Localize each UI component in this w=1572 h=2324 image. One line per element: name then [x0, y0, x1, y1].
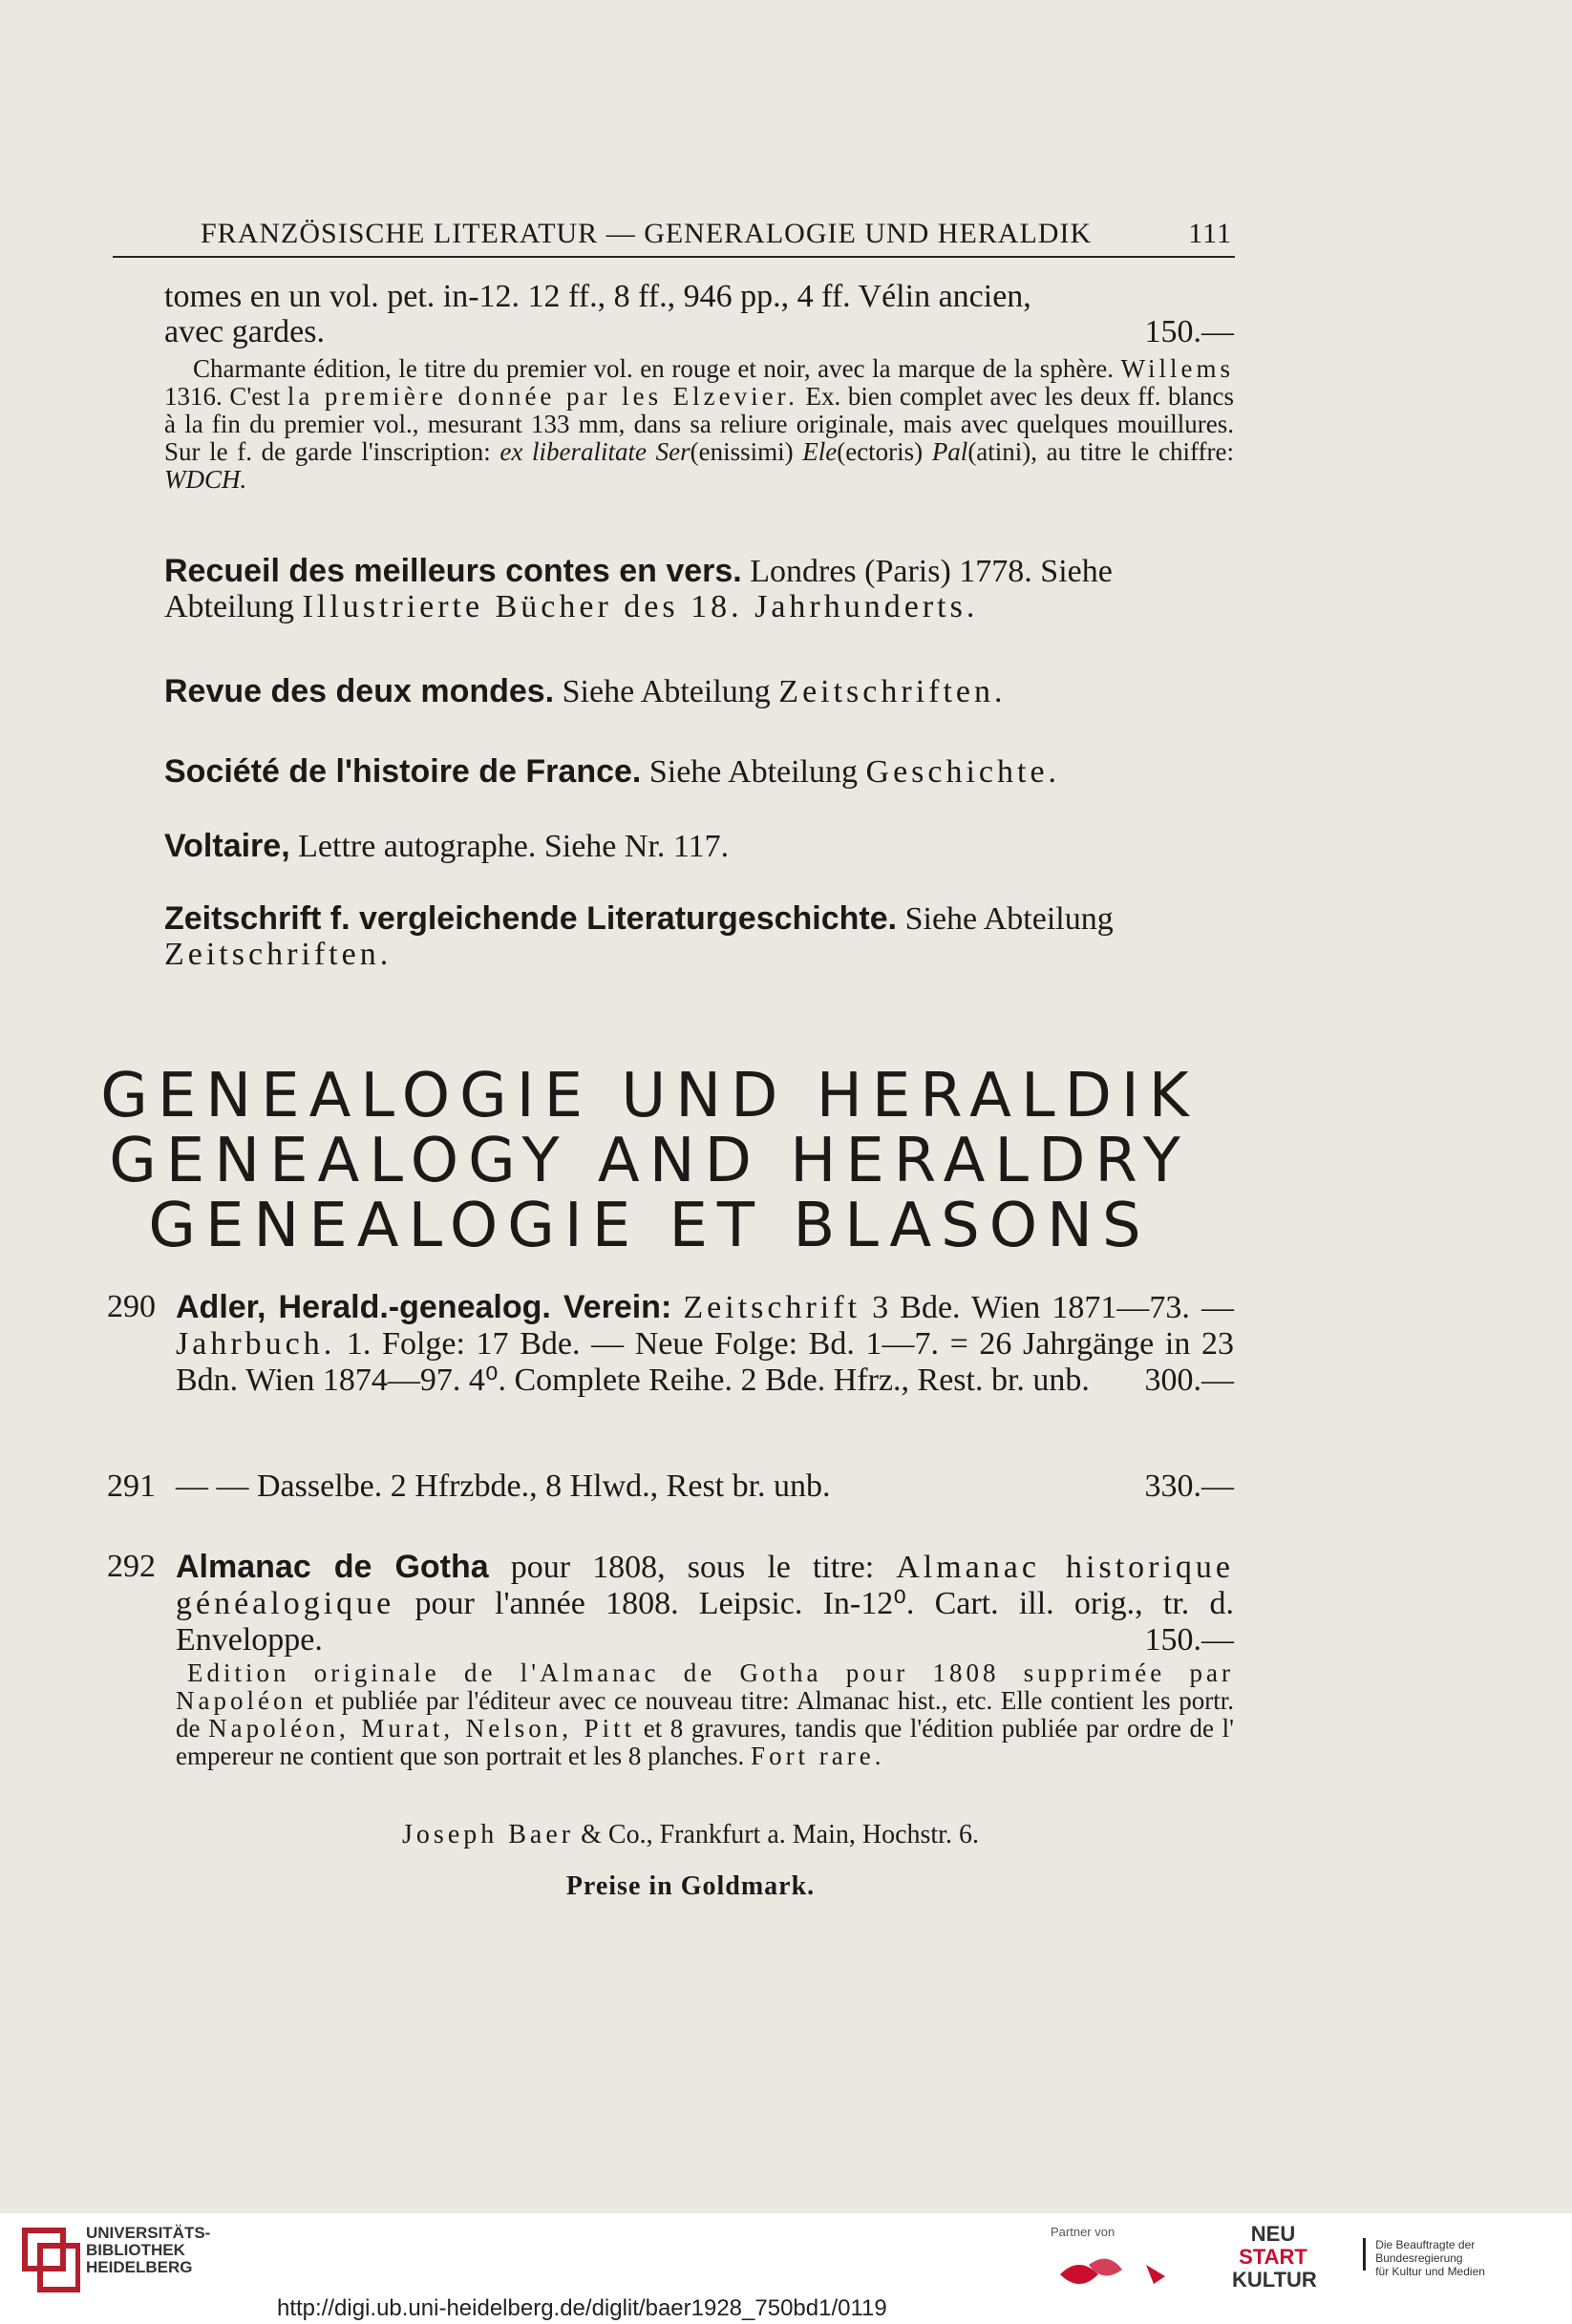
- continued-entry: [164, 279, 1234, 349]
- federal-eagle-icon: [1347, 2238, 1366, 2271]
- permalink-url[interactable]: http://digi.ub.uni-heidelberg.de/diglit/baer1928_750bd1/0119: [277, 2295, 887, 2321]
- note-spaced: Napoléon, Murat, Nelson, Pitt: [208, 1714, 636, 1743]
- section-title: GENEALOGIE ET BLASONS: [148, 1191, 1151, 1261]
- entry-number: 290: [107, 1289, 156, 1324]
- ref-entry: [164, 754, 1234, 790]
- entry-number: 291: [107, 1468, 156, 1504]
- entry-text: — — Dasselbe. 2 Hfrzbde., 8 Hlwd., Rest br. unb.: [176, 1468, 831, 1504]
- ref-text: Siehe Abteilung: [562, 674, 771, 709]
- publisher-address: & Co., Frankfurt a. Main, Hochstr. 6.: [581, 1820, 979, 1849]
- running-header: [201, 218, 1232, 250]
- note-spaced: Edition originale de l'Almanac de Gotha pour 1808 supprimée par Napoléon: [176, 1658, 1234, 1715]
- entry-spaced: Almanac historique généalogique: [176, 1550, 1235, 1621]
- entry-text: pour l'année 1808. Leipsic. In-12⁰. Cart. ill. orig., tr. d. Enveloppe.: [176, 1586, 1234, 1658]
- ref-title: Zeitschrift f. vergleichende Literaturgeschichte.: [164, 900, 898, 937]
- entry-note: [164, 355, 1234, 494]
- ref-entry: [164, 554, 1234, 624]
- entry-text: avec gardes.: [164, 314, 326, 349]
- note-text: Ex. bien complet avec les deux ff. blancs à la fin du premier vol., mesurant 133 mm, dans sa reliure originale, mais avec quelques mouillures. Sur le f. de garde l'inscription:: [164, 382, 1235, 466]
- ref-spaced: Zeitschriften.: [778, 674, 1007, 709]
- ref-text: Siehe Abteilung: [904, 901, 1114, 937]
- library-name: [86, 2225, 210, 2276]
- note-text: (ectoris): [837, 437, 924, 466]
- header-rule: [113, 256, 1235, 258]
- note-text: et 8 gravures, tandis que l'édition publiée par ordre de l' empereur ne contient que son portrait et les 8 planches.: [176, 1714, 1235, 1770]
- bkm-logo[interactable]: [1337, 2223, 1557, 2309]
- ref-entry: [164, 829, 1234, 864]
- ref-title: Voltaire,: [164, 828, 290, 864]
- ref-text: Londres (Paris) 1778. Siehe Abteilung: [164, 554, 1113, 624]
- entry-text: pour 1808, sous le titre:: [510, 1550, 875, 1585]
- entry-spaced: Zeitschrift: [683, 1290, 861, 1325]
- logo-text: NEU: [1250, 2222, 1296, 2246]
- ref-entry: [164, 674, 1234, 709]
- entry-title: Adler, Herald.-genealog. Verein:: [176, 1289, 672, 1325]
- entry-note: [176, 1659, 1234, 1770]
- note-text: 1316. C'est: [164, 382, 281, 411]
- logo-text: KULTUR: [1232, 2268, 1317, 2292]
- note-italic: Ele: [802, 437, 838, 466]
- university-logo-icon[interactable]: [19, 2225, 80, 2297]
- ref-title: Société de l'histoire de France.: [164, 753, 642, 790]
- note-spaced: Willems: [1120, 354, 1234, 383]
- note-italic: Pal: [931, 437, 968, 466]
- entry-price: 150.—: [1144, 314, 1234, 349]
- ref-title: Revue des deux mondes.: [164, 673, 555, 709]
- catalog-entry: [107, 1549, 1234, 1658]
- header-title: FRANZÖSISCHE LITERATUR — GENERALOGIE UND HERALDIK: [201, 218, 1093, 249]
- ref-spaced: Zeitschriften.: [164, 937, 393, 972]
- entry-price: 300.—: [1144, 1363, 1234, 1398]
- entry-price: 330.—: [1144, 1468, 1234, 1504]
- page-number: 111: [1188, 218, 1232, 249]
- note-text: Charmante édition, le titre du premier vol. en rouge et noir, avec la marque de la sphère.: [193, 354, 1115, 383]
- ref-spaced: Geschichte.: [865, 754, 1061, 790]
- note-italic: ex liberalitate Ser: [499, 437, 690, 466]
- note-italic: WDCH.: [164, 465, 247, 494]
- neustart-kultur-logo[interactable]: [1232, 2222, 1317, 2309]
- ddb-logo-icon[interactable]: [1051, 2246, 1203, 2303]
- ref-entry: [164, 901, 1234, 972]
- entry-title: Almanac de Gotha: [176, 1549, 489, 1585]
- publisher-line: [96, 1820, 1285, 1850]
- catalog-entry: [107, 1289, 1234, 1399]
- bkm-text: für Kultur und Medien: [1375, 2265, 1485, 2278]
- entry-line: tomes en un vol. pet. in-12. 12 ff., 8 ff., 946 pp., 4 ff. Vélin ancien,: [164, 279, 1031, 314]
- library-line: UNIVERSITÄTS-: [86, 2224, 211, 2242]
- note-text: et publiée par l'éditeur avec ce nouveau titre: Almanac hist., etc. Elle contient les portr. de: [176, 1686, 1234, 1743]
- library-line: BIBLIOTHEK: [86, 2241, 185, 2259]
- catalog-entry: [107, 1468, 1234, 1505]
- logo-text: START: [1239, 2245, 1307, 2269]
- library-line: HEIDELBERG: [86, 2258, 193, 2276]
- publisher-name: Joseph Baer: [402, 1820, 575, 1849]
- note-spaced: Fort rare.: [751, 1742, 885, 1770]
- ref-title: Recueil des meilleurs contes en vers.: [164, 553, 742, 589]
- section-title: GENEALOGY AND HERALDRY: [109, 1126, 1190, 1196]
- entry-text: 1. Folge: 17 Bde. — Neue Folge: Bd. 1—7. = 26 Jahrgänge in 23 Bdn. Wien 1874—97. 4⁰. Complete Reihe. 2 Bde. Hfrz., Rest. br. unb.: [176, 1326, 1234, 1398]
- entry-number: 292: [107, 1549, 156, 1584]
- entry-spaced: Jahrbuch.: [176, 1326, 336, 1362]
- section-title: GENEALOGIE UND HERALDIK: [100, 1061, 1199, 1131]
- ref-text: Lettre autographe. Siehe Nr. 117.: [298, 829, 730, 864]
- prices-note: Preise in Goldmark.: [565, 1871, 816, 1901]
- entry-text: 3 Bde. Wien 1871—73. —: [872, 1290, 1235, 1325]
- ref-spaced: Illustrierte Bücher des 18. Jahrhunderts.: [302, 589, 979, 624]
- note-spaced: la première donnée par les Elzevier.: [287, 382, 798, 411]
- bkm-text: Die Beauftragte der Bundesregierung: [1375, 2238, 1476, 2265]
- ref-text: Siehe Abteilung: [648, 754, 859, 790]
- note-text: (enissimi): [690, 437, 794, 466]
- note-text: (atini), au titre le chiffre:: [967, 437, 1234, 466]
- entry-price: 150.—: [1144, 1622, 1234, 1658]
- entry-line: [164, 314, 1234, 349]
- partner-label: Partner von: [1051, 2225, 1115, 2239]
